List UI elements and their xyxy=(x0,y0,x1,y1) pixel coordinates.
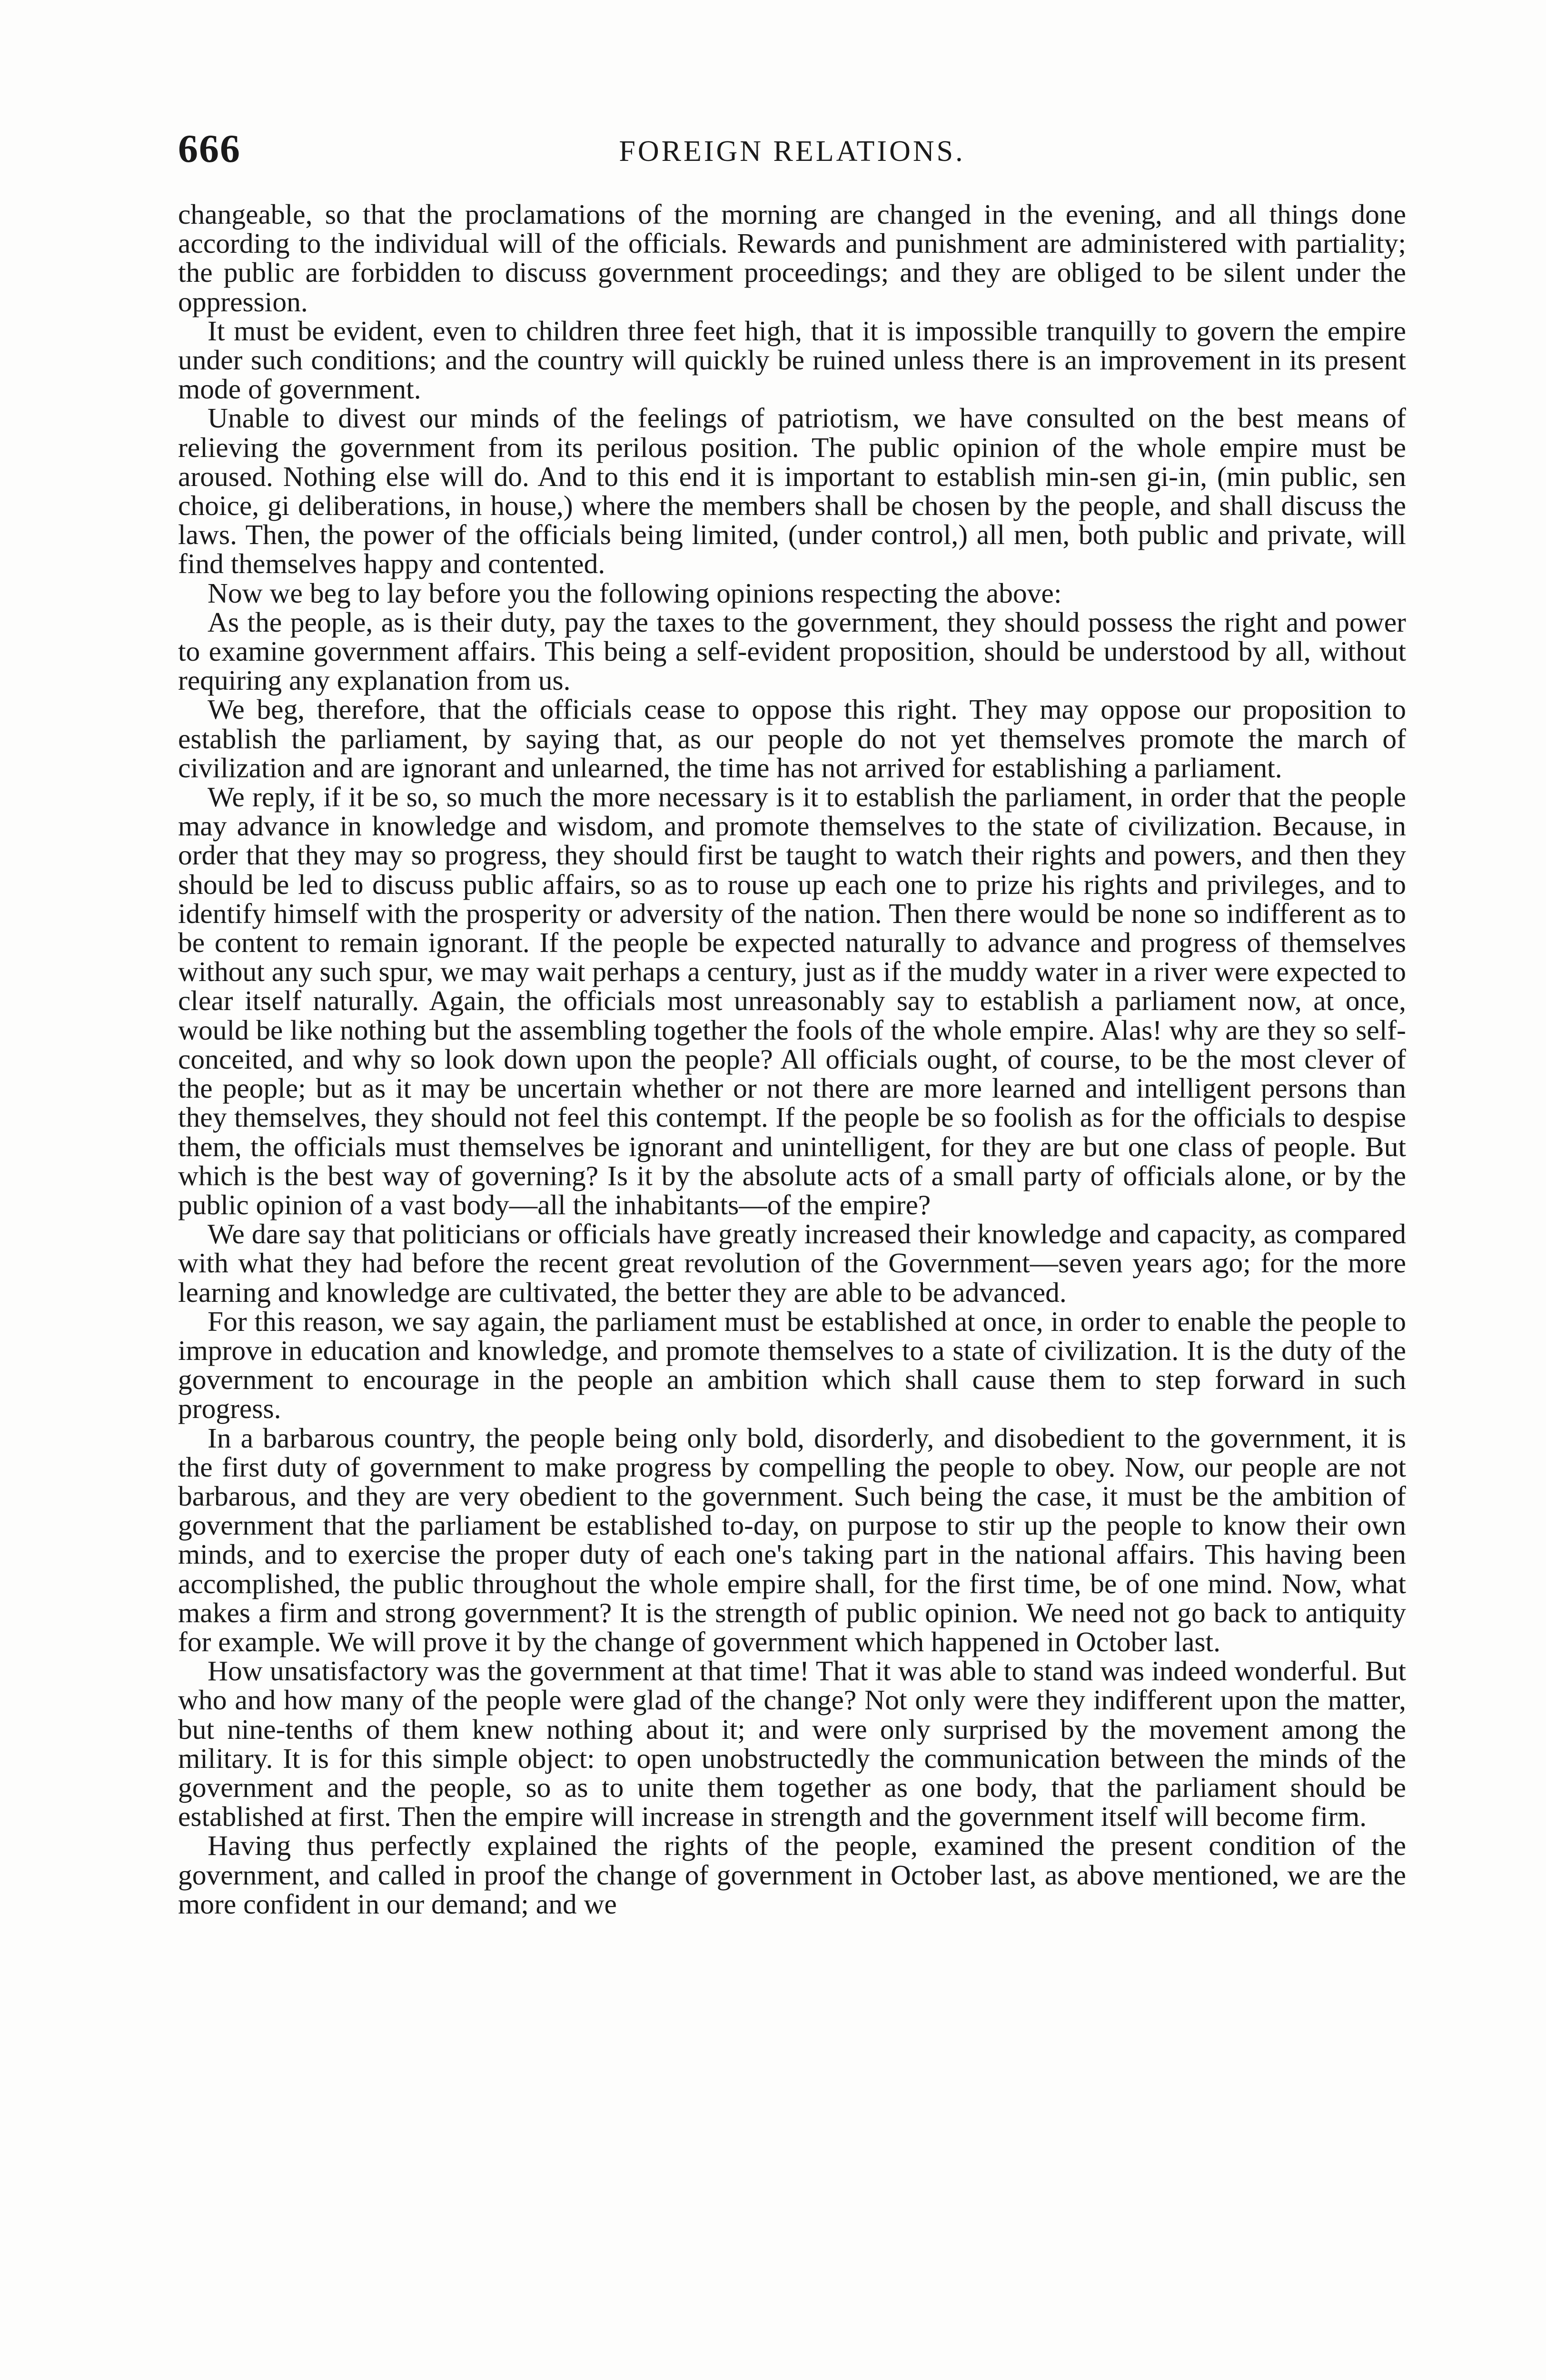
paragraph-9: For this reason, we say again, the parliament must be established at once, in order to enable the people to improve in education and knowledge, and promote themselves to a state of civilization. It is the duty of the government to encourage in the people an ambition which shall cause them to step forward in such progress. xyxy=(178,1305,1406,1425)
paragraph-3: Unable to divest our minds of the feelings of patriotism, we have consulted on the best means of relieving the government from its perilous position. The public opinion of the whole empire must be aroused. Nothing else will do. And to this end it is important to establish min-sen gi-in, (min public, sen choice, gi deliberations, in house,) where the members shall be chosen by the people, and shall discuss the laws. Then, the power of the officials being limited, (under control,) all men, both public and private, will find themselves happy and contented. xyxy=(178,402,1406,580)
paragraph-1: changeable, so that the proclamations of the morning are changed in the evening, and all things done according to the individual will of the officials. Rewards and punishment are administered with partiality; the public are forbidden to discuss government proceedings; and they are obliged to be silent under the oppression. xyxy=(178,198,1406,317)
paragraph-7: We reply, if it be so, so much the more necessary is it to establish the parliament, in order that the people may advance in knowledge and wisdom, and promote themselves to the state of civilization. Because, in order that they may so progress, they should first be taught to watch their rights and powers, and then they should be led to discuss public affairs, so as to rouse up each one to prize his rights and privileges, and to identify himself with the prosperity or adversity of the nation. Then there would be none so indifferent as to be content to remain ignorant. If the people be expected naturally to advance and progress of themselves without any such spur, we may wait perhaps a century, just as if the muddy water in a river were expected to clear itself naturally. Again, the officials most unreasonably say to establish a parliament now, at once, would be like nothing but the assembling together the fools of the whole empire. Alas! why are they so self-conceited, and why so look down upon the people? All officials ought, of course, to be the most clever of the people; but as it may be uncertain whether or not there are more learned and intelligent persons than they themselves, they should not feel this contempt. If the people be so foolish as for the officials to despise them, the officials must themselves be ignorant and unintelligent, for they are but one class of people. But which is the best way of governing? Is it by the absolute acts of a small party of officials alone, or by the public opinion of a vast body—all the inhabitants—of the empire? xyxy=(178,781,1406,1220)
paragraph-6: We beg, therefore, that the officials cease to oppose this right. They may oppose our proposition to establish the parliament, by saying that, as our people do not yet themselves promote the march of civilization and are ignorant and unlearned, the time has not arrived for establishing a parliament. xyxy=(178,694,1406,783)
running-head: FOREIGN RELATIONS. xyxy=(619,135,965,168)
paragraph-8: We dare say that politicians or officials have greatly increased their knowledge and capacity, as compared with what they had before the recent great revolution of the Government—seven years ago; for the more learning and knowledge are cultivated, the better they are able to be advanced. xyxy=(178,1218,1406,1308)
paragraph-12: Having thus perfectly explained the rights of the people, examined the present condition of the government, and called in proof the change of government in October last, as above mentioned, we are the more confident in our demand; and we xyxy=(178,1830,1406,1920)
paragraph-5: As the people, as is their duty, pay the taxes to the government, they should possess the right and power to examine government affairs. This being a self-evident proposition, should be understood by all, without requiring any explanation from us. xyxy=(178,606,1406,696)
body-text xyxy=(178,200,1406,1919)
paragraph-10: In a barbarous country, the people being only bold, disorderly, and disobedient to the government, it is the first duty of government to make progress by compelling the people to obey. Now, our people are not barbarous, and they are very obedient to the government. Such being the case, it must be the ambition of government that the parliament be established to-day, on purpose to stir up the people to know their own minds, and to exercise the proper duty of each one's taking part in the national affairs. This having been accomplished, the public throughout the whole empire shall, for the first time, be of one mind. Now, what makes a firm and strong government? It is the strength of public opinion. We need not go back to antiquity for example. We will prove it by the change of government which happened in October last. xyxy=(178,1422,1406,1657)
page-header xyxy=(178,123,1406,175)
paragraph-4: Now we beg to lay before you the following opinions respecting the above: xyxy=(208,577,1062,609)
paragraph-11: How unsatisfactory was the government at that time! That it was able to stand was indeed wonderful. But who and how many of the people were glad of the change? Not only were they indifferent upon the matter, but nine-tenths of them knew nothing about it; and were only surprised by the movement among the military. It is for this simple object: to open unobstructedly the communication between the minds of the government and the people, so as to unite them together as one body, that the parliament should be established at first. Then the empire will increase in strength and the government itself will become firm. xyxy=(178,1655,1406,1833)
page-number: 666 xyxy=(178,127,241,171)
paragraph-2: It must be evident, even to children three feet high, that it is impossible tranquilly to govern the empire under such conditions; and the country will quickly be ruined unless there is an improvement in its present mode of government. xyxy=(178,315,1406,405)
